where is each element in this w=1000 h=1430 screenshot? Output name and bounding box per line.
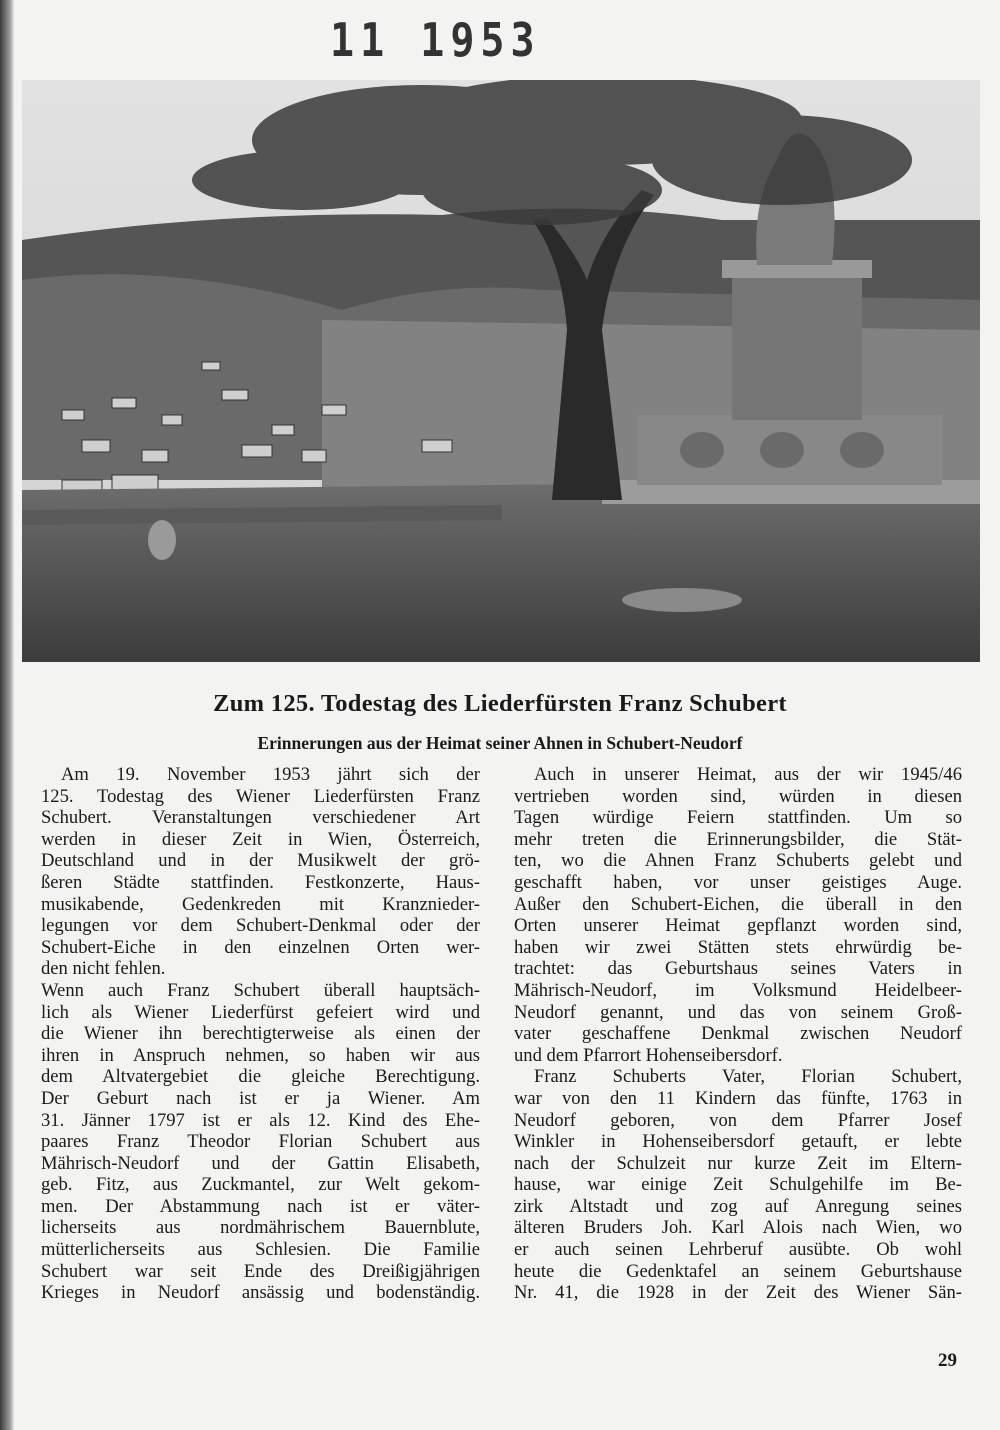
text-line: zirk Altstadt und zog auf Anregung seines bbox=[514, 1195, 962, 1217]
date-stamp: 11 1953 bbox=[330, 14, 541, 68]
text-line: heute die Gedenktafel an seinem Geburtshause bbox=[514, 1260, 962, 1282]
text-line: er auch seinen Lehrberuf ausübte. Ob wohl bbox=[514, 1239, 962, 1261]
text-line: und dem Pfarrort Hohenseibersdorf. bbox=[514, 1044, 783, 1066]
text-line: Nr. 41, die 1928 in der Zeit des Wiener Sän- bbox=[514, 1282, 962, 1304]
text-column-right bbox=[514, 764, 962, 1304]
text-line: Tagen würdige Feiern stattfinden. Um so bbox=[514, 807, 962, 829]
text-line: 31. Jänner 1797 ist er als 12. Kind des Ehe- bbox=[41, 1109, 480, 1131]
text-line: Am 19. November 1953 jährt sich der bbox=[61, 764, 480, 785]
article-subtitle: Erinnerungen aus der Heimat seiner Ahnen in Schubert-Neudorf bbox=[257, 733, 743, 753]
text-line: men. Der Abstammung nach ist er väter- bbox=[41, 1195, 480, 1217]
text-line: vater geschaffene Denkmal zwischen Neudorf bbox=[514, 1023, 962, 1045]
text-line: licherseits aus nordmährischem Bauernblute, bbox=[41, 1217, 480, 1239]
text-line: Außer den Schubert-Eichen, die überall in den bbox=[514, 893, 962, 915]
text-line: dem Altvatergebiet die gleiche Berechtigung. bbox=[41, 1066, 480, 1088]
text-line: legungen vor dem Schubert-Denkmal oder der bbox=[41, 915, 480, 937]
text-line: geschafft haben, vor unser geistiges Auge. bbox=[514, 871, 962, 893]
text-line: Wenn auch Franz Schubert überall hauptsäch- bbox=[41, 979, 480, 1001]
text-line: 125. Todestag des Wiener Liederfürsten Franz bbox=[41, 785, 480, 807]
text-line: Mährisch-Neudorf, im Volksmund Heidelbeer- bbox=[514, 979, 962, 1001]
text-line: Neudorf genannt, und das von seinem Groß- bbox=[514, 1001, 962, 1023]
text-line: mütterlicherseits aus Schlesien. Die Familie bbox=[41, 1239, 480, 1261]
paragraph bbox=[41, 980, 480, 1304]
landscape-photo bbox=[22, 80, 980, 662]
text-line: war von den 11 Kindern das fünfte, 1763 in bbox=[514, 1087, 962, 1109]
text-line: Franz Schuberts Vater, Florian Schubert, bbox=[534, 1066, 962, 1088]
text-line: Schubert. Veranstaltungen verschiedener Art bbox=[41, 807, 480, 829]
text-line: den nicht fehlen. bbox=[41, 958, 166, 980]
text-line: trachtet: das Geburtshaus seines Vaters in bbox=[514, 958, 962, 980]
paragraph bbox=[514, 1066, 962, 1304]
text-line: älteren Bruders Joh. Karl Alois nach Wien, wo bbox=[514, 1217, 962, 1239]
text-line: Schubert war seit Ende des Dreißigjährigen bbox=[41, 1260, 480, 1282]
text-line: Orten unserer Heimat gepflanzt worden sind, bbox=[514, 915, 962, 937]
text-line: vertrieben worden sind, würden in diesen bbox=[514, 785, 962, 807]
text-line: lich als Wiener Liederfürst gefeiert wird und bbox=[41, 1001, 480, 1023]
text-line: ßeren Städte stattfinden. Festkonzerte, Haus- bbox=[41, 871, 480, 893]
paragraph bbox=[514, 764, 962, 1066]
text-line: Schubert-Eiche in den einzelnen Orten wer- bbox=[41, 936, 480, 958]
text-line: geb. Fitz, aus Zuckmantel, zur Welt gekom- bbox=[41, 1174, 480, 1196]
text-line: Winkler in Hohenseibersdorf getauft, er lebte bbox=[514, 1131, 962, 1153]
text-line: werden in dieser Zeit in Wien, Österreich, bbox=[41, 828, 480, 850]
page-number: 29 bbox=[938, 1350, 957, 1371]
text-line: haben wir zwei Stätten stets ehrwürdig be- bbox=[514, 936, 962, 958]
text-line: Der Geburt nach ist er ja Wiener. Am bbox=[41, 1087, 480, 1109]
text-line: die Wiener ihn berechtigterweise als einen der bbox=[41, 1023, 480, 1045]
text-line: paares Franz Theodor Florian Schubert aus bbox=[41, 1131, 480, 1153]
text-column-left bbox=[41, 764, 480, 1304]
text-line: hause, war einige Zeit Schulgehilfe im Be- bbox=[514, 1174, 962, 1196]
article-title: Zum 125. Todestag des Liederfürsten Franz Schubert bbox=[213, 690, 787, 717]
text-line: Auch in unserer Heimat, aus der wir 1945/46 bbox=[534, 764, 962, 785]
text-line: ten, wo die Ahnen Franz Schuberts gelebt und bbox=[514, 850, 962, 872]
text-line: Deutschland und in der Musikwelt der grö- bbox=[41, 850, 480, 872]
text-line: Mährisch-Neudorf und der Gattin Elisabeth, bbox=[41, 1152, 480, 1174]
text-line: mehr treten die Erinnerungsbilder, die Stät- bbox=[514, 828, 962, 850]
paragraph bbox=[41, 764, 480, 980]
text-line: Krieges in Neudorf ansässig und bodenständig. bbox=[41, 1282, 480, 1304]
text-line: musikabende, Gedenkreden mit Kranznieder- bbox=[41, 893, 480, 915]
text-line: Neudorf geboren, von dem Pfarrer Josef bbox=[514, 1109, 962, 1131]
text-line: nach der Schulzeit nur kurze Zeit im Eltern- bbox=[514, 1152, 962, 1174]
text-line: ihren in Anspruch nehmen, so haben wir aus bbox=[41, 1044, 480, 1066]
